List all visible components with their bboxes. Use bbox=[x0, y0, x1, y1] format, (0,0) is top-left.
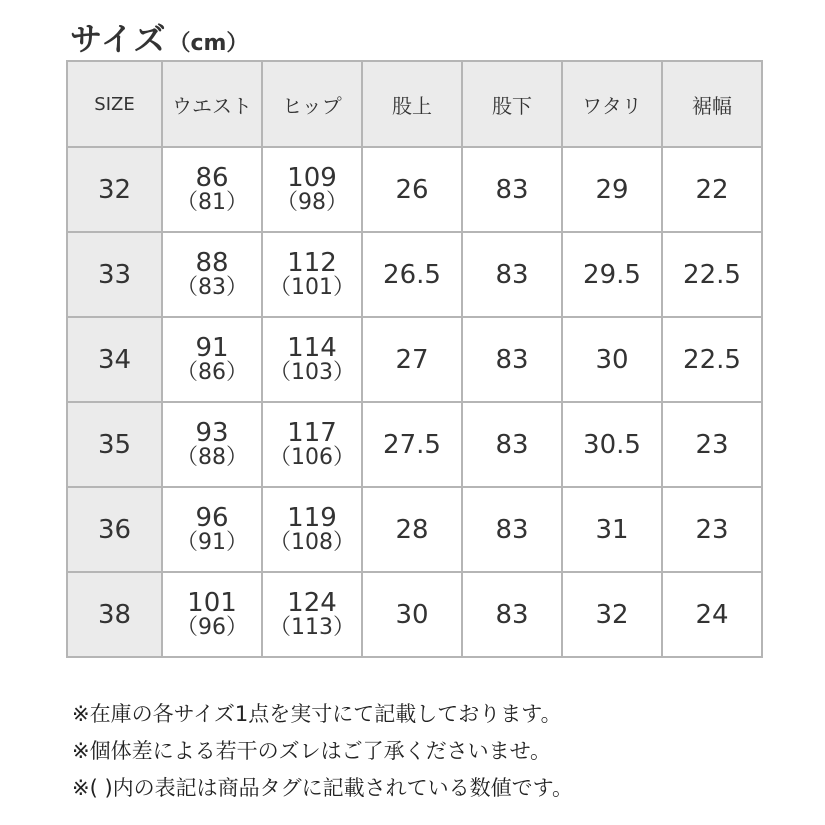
table-row bbox=[67, 232, 762, 317]
waist-tag-value: （83） bbox=[176, 274, 248, 300]
title-unit: （cm） bbox=[168, 31, 249, 56]
rise-cell: 30 bbox=[362, 572, 462, 657]
hip-tag-value: （113） bbox=[269, 614, 355, 640]
waist-cell bbox=[162, 572, 262, 657]
size-cell: 32 bbox=[67, 147, 162, 232]
inseam-cell: 83 bbox=[462, 487, 562, 572]
note-line: ※在庫の各サイズ1点を実寸にて記載しております。 bbox=[72, 702, 562, 726]
hem-cell: 22.5 bbox=[662, 317, 762, 402]
waist-tag-value: （81） bbox=[176, 189, 248, 215]
table-header-row bbox=[67, 61, 762, 147]
table-row bbox=[67, 402, 762, 487]
inseam-cell: 83 bbox=[462, 147, 562, 232]
waist-tag-value: （86） bbox=[176, 359, 248, 385]
hem-cell: 23 bbox=[662, 487, 762, 572]
hip-tag-value: （103） bbox=[269, 359, 355, 385]
waist-tag-value: （91） bbox=[176, 529, 248, 555]
table-row bbox=[67, 147, 762, 232]
hip-cell bbox=[262, 487, 362, 572]
hip-value: 114 bbox=[287, 332, 337, 363]
notes bbox=[72, 696, 573, 807]
waist-cell bbox=[162, 487, 262, 572]
size-cell: 35 bbox=[67, 402, 162, 487]
rise-cell: 28 bbox=[362, 487, 462, 572]
waist-tag-value: （96） bbox=[176, 614, 248, 640]
waist-value: 86 bbox=[195, 162, 229, 193]
hip-tag-value: （98） bbox=[276, 189, 348, 215]
size-cell: 36 bbox=[67, 487, 162, 572]
size-cell: 38 bbox=[67, 572, 162, 657]
hem-cell: 22 bbox=[662, 147, 762, 232]
table-row bbox=[67, 572, 762, 657]
inseam-cell: 83 bbox=[462, 232, 562, 317]
hip-cell bbox=[262, 147, 362, 232]
waist-cell bbox=[162, 232, 262, 317]
hip-value: 112 bbox=[287, 247, 337, 278]
header-hem: 裾幅 bbox=[662, 61, 762, 147]
hip-cell bbox=[262, 402, 362, 487]
size-table bbox=[66, 60, 763, 658]
inseam-cell: 83 bbox=[462, 317, 562, 402]
thigh-cell: 30.5 bbox=[562, 402, 662, 487]
header-thigh: ワタリ bbox=[562, 61, 662, 147]
thigh-cell: 30 bbox=[562, 317, 662, 402]
waist-tag-value: （88） bbox=[176, 444, 248, 470]
hip-tag-value: （101） bbox=[269, 274, 355, 300]
hem-cell: 22.5 bbox=[662, 232, 762, 317]
inseam-cell: 83 bbox=[462, 572, 562, 657]
size-cell: 33 bbox=[67, 232, 162, 317]
note-line: ※( )内の表記は商品タグに記載されている数値です。 bbox=[72, 776, 573, 800]
header-size: SIZE bbox=[67, 61, 162, 147]
header-rise: 股上 bbox=[362, 61, 462, 147]
waist-cell bbox=[162, 317, 262, 402]
rise-cell: 27 bbox=[362, 317, 462, 402]
waist-value: 96 bbox=[195, 502, 229, 533]
hip-tag-value: （106） bbox=[269, 444, 355, 470]
hip-cell bbox=[262, 572, 362, 657]
waist-value: 101 bbox=[187, 587, 237, 618]
waist-cell bbox=[162, 402, 262, 487]
waist-value: 91 bbox=[195, 332, 229, 363]
table-row bbox=[67, 487, 762, 572]
hem-cell: 23 bbox=[662, 402, 762, 487]
rise-cell: 26.5 bbox=[362, 232, 462, 317]
hip-value: 124 bbox=[287, 587, 337, 618]
table-row bbox=[67, 317, 762, 402]
header-waist: ウエスト bbox=[162, 61, 262, 147]
header-inseam: 股下 bbox=[462, 61, 562, 147]
waist-value: 88 bbox=[195, 247, 229, 278]
title-text: サイズ bbox=[70, 20, 167, 58]
thigh-cell: 32 bbox=[562, 572, 662, 657]
thigh-cell: 29.5 bbox=[562, 232, 662, 317]
thigh-cell: 29 bbox=[562, 147, 662, 232]
rise-cell: 26 bbox=[362, 147, 462, 232]
hip-cell bbox=[262, 232, 362, 317]
rise-cell: 27.5 bbox=[362, 402, 462, 487]
hip-cell bbox=[262, 317, 362, 402]
hip-value: 119 bbox=[287, 502, 337, 533]
thigh-cell: 31 bbox=[562, 487, 662, 572]
header-hip: ヒップ bbox=[262, 61, 362, 147]
page-title bbox=[70, 14, 248, 58]
note-line: ※個体差による若干のズレはご了承くださいませ。 bbox=[72, 739, 551, 763]
hem-cell: 24 bbox=[662, 572, 762, 657]
waist-cell bbox=[162, 147, 262, 232]
hip-tag-value: （108） bbox=[269, 529, 355, 555]
inseam-cell: 83 bbox=[462, 402, 562, 487]
hip-value: 109 bbox=[287, 162, 337, 193]
hip-value: 117 bbox=[287, 417, 337, 448]
waist-value: 93 bbox=[195, 417, 229, 448]
size-cell: 34 bbox=[67, 317, 162, 402]
